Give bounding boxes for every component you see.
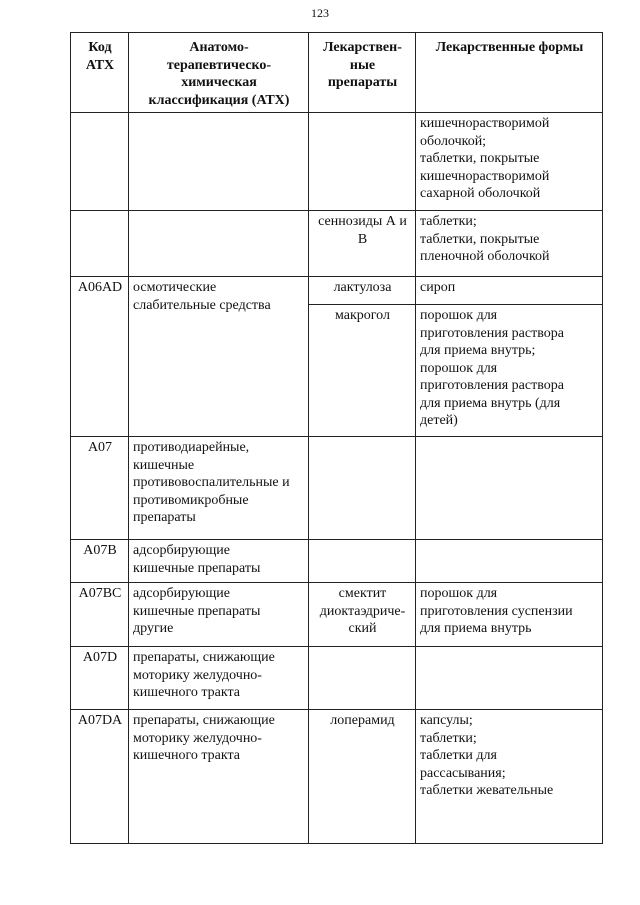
form-line: оболочкой; [420,133,487,149]
classification-line: другие [133,621,174,636]
classification-line: кишечные [133,457,195,473]
drug-cell [309,277,416,305]
header-forms [416,33,603,113]
form-line: пленочной оболочкой [420,249,550,264]
header-code-line: Код [88,40,112,55]
drug-cell [309,710,416,844]
forms-cell [416,277,603,305]
atc-drug-table [70,32,603,844]
header-classification-line: классификация (АТХ) [148,92,290,108]
form-line: для приема внутрь; [420,343,536,358]
forms-cell [416,437,603,540]
form-line: порошок для [420,360,498,376]
table-row [71,211,603,277]
form-line: сироп [420,280,456,295]
forms-cell [416,113,603,211]
classification-line: моторику желудочно- [133,667,262,683]
classification-line: осмотические [133,280,217,295]
table-row [71,583,603,647]
header-drugs-line: препараты [327,75,398,90]
classification-line: препараты, снижающие [133,713,275,728]
code-cell: A07D [71,647,129,710]
drug-line: диоктаэдриче- [319,603,406,619]
code-cell [71,211,129,277]
classification-cell [129,710,309,844]
form-line: кишечнорастворимой [420,168,550,184]
form-line: приготовления раствора [420,378,564,393]
code-cell: A07DA [71,710,129,844]
code-cell: A07BC [71,583,129,647]
classification-cell [129,540,309,583]
header-classification-line: терапевтическо- [166,57,272,73]
classification-line: противомикробные [133,492,249,508]
drug-line: ский [348,621,377,636]
drug-cell [309,583,416,647]
classification-line: препараты, снижающие [133,650,275,665]
forms-cell [416,211,603,277]
classification-line: адсорбирующие [133,543,230,558]
drug-cell [309,437,416,540]
drug-cell [309,113,416,211]
form-line: детей) [420,413,458,428]
forms-cell [416,540,603,583]
table-row [71,277,603,305]
code-cell [71,113,129,211]
classification-line: моторику желудочно- [133,730,262,746]
form-line: для приема внутрь (для [420,395,561,411]
header-drugs-line: ные [349,57,376,73]
forms-cell [416,647,603,710]
form-line: таблетки, покрытые [420,231,540,247]
code-cell: A06AD [71,277,129,437]
classification-cell [129,647,309,710]
form-line: рассасывания; [420,765,506,781]
code-cell: A07 [71,437,129,540]
classification-line: кишечного тракта [133,685,240,700]
table-row [71,437,603,540]
header-drugs [309,33,416,113]
drug-cell [309,647,416,710]
header-classification [129,33,309,113]
classification-line: кишечные препараты [133,560,261,576]
header-classification-line: химическая [181,75,257,90]
classification-cell [129,211,309,277]
form-line: порошок для [420,308,498,323]
form-line: приготовления суспензии [420,603,573,619]
drug-line: макрогол [335,308,390,323]
drug-cell [309,211,416,277]
form-line: сахарной оболочкой [420,186,541,201]
classification-cell [129,277,309,437]
table-row [71,710,603,844]
header-code-line: АТХ [85,57,115,73]
drug-line: лактулоза [333,280,392,295]
header-drugs-line: Лекарствен- [323,40,402,55]
form-line: таблетки, покрытые [420,151,540,166]
form-line: кишечнорастворимой [420,116,550,131]
drug-cell [309,540,416,583]
form-line: капсулы; [420,713,473,728]
classification-cell [129,437,309,540]
classification-cell [129,113,309,211]
form-line: приготовления раствора [420,325,564,341]
classification-line: кишечного тракта [133,748,240,763]
page-number: 123 [311,6,329,20]
classification-line: кишечные препараты [133,603,261,619]
classification-line: противовоспалительные и [133,475,290,490]
drug-line: сеннозиды А и [318,214,407,229]
classification-line: препараты [133,510,196,525]
form-line: таблетки; [420,730,477,746]
forms-cell [416,710,603,844]
classification-cell [129,583,309,647]
header-classification-line: Анатомо- [189,40,249,55]
code-cell: A07B [71,540,129,583]
classification-line: слабительные средства [133,297,271,313]
forms-cell [416,305,603,437]
table-header-row [71,33,603,113]
table-row [71,540,603,583]
table-row [71,647,603,710]
drug-line: смектит [338,586,387,601]
drug-line: лоперамид [330,713,395,728]
classification-line: противодиарейные, [133,440,250,455]
form-line: порошок для [420,586,498,601]
drug-line: В [357,231,368,247]
header-forms-line: Лекарственные формы [435,40,584,55]
form-line: таблетки; [420,214,477,229]
drug-cell [309,305,416,437]
form-line: для приема внутрь [420,621,532,636]
form-line: таблетки для [420,748,497,763]
classification-line: адсорбирующие [133,586,230,601]
form-line: таблетки жевательные [420,783,554,798]
table-row [71,113,603,211]
header-code [71,33,129,113]
forms-cell [416,583,603,647]
